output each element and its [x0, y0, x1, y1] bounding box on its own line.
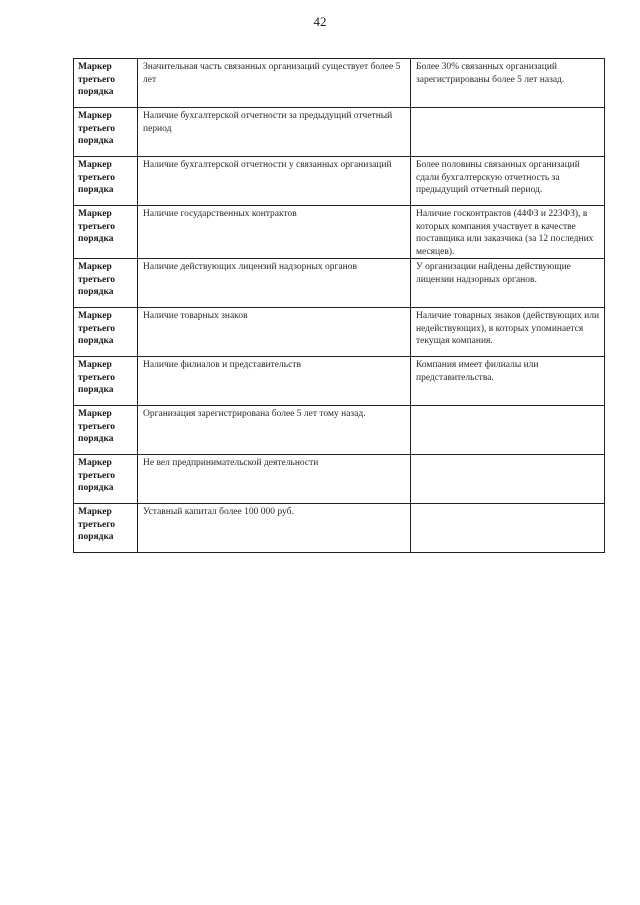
table-row	[74, 357, 605, 406]
table-row	[74, 455, 605, 504]
table-row	[74, 206, 605, 259]
description-cell: Более 30% связанных организаций зарегистрированы более 5 лет назад.	[411, 59, 605, 108]
marker-cell: Маркер третьего порядка	[74, 157, 138, 206]
criterion-cell: Наличие товарных знаков	[138, 308, 411, 357]
criterion-cell: Уставный капитал более 100 000 руб.	[138, 504, 411, 553]
description-cell: Наличие госконтрактов (44ФЗ и 223ФЗ), в которых компания участвует в качестве поставщика или заказчика (за 12 последних месяцев).	[411, 206, 605, 259]
description-cell: Наличие товарных знаков (действующих или недействующих), в которых упоминается текущая компания.	[411, 308, 605, 357]
marker-cell: Маркер третьего порядка	[74, 206, 138, 259]
table-row	[74, 308, 605, 357]
description-cell	[411, 455, 605, 504]
description-cell: У организации найдены действующие лицензии надзорных органов.	[411, 259, 605, 308]
description-cell: Компания имеет филиалы или представительства.	[411, 357, 605, 406]
criterion-cell: Наличие действующих лицензий надзорных органов	[138, 259, 411, 308]
description-cell: Более половины связанных организаций сдали бухгалтерскую отчетность за предыдущий отчетный период.	[411, 157, 605, 206]
marker-cell: Маркер третьего порядка	[74, 59, 138, 108]
table-row	[74, 406, 605, 455]
marker-cell: Маркер третьего порядка	[74, 308, 138, 357]
criterion-cell: Наличие бухгалтерской отчетности у связанных организаций	[138, 157, 411, 206]
marker-cell: Маркер третьего порядка	[74, 406, 138, 455]
marker-cell: Маркер третьего порядка	[74, 504, 138, 553]
marker-cell: Маркер третьего порядка	[74, 259, 138, 308]
description-cell	[411, 406, 605, 455]
table-row	[74, 259, 605, 308]
page-number: 42	[313, 14, 327, 29]
criterion-cell: Не вел предпринимательской деятельности	[138, 455, 411, 504]
marker-cell: Маркер третьего порядка	[74, 108, 138, 157]
criterion-cell: Организация зарегистрирована более 5 лет тому назад.	[138, 406, 411, 455]
table-row	[74, 59, 605, 108]
criterion-cell: Наличие государственных контрактов	[138, 206, 411, 259]
table-row	[74, 157, 605, 206]
marker-cell: Маркер третьего порядка	[74, 357, 138, 406]
markers-table	[73, 58, 605, 553]
marker-cell: Маркер третьего порядка	[74, 455, 138, 504]
table-row	[74, 108, 605, 157]
description-cell	[411, 108, 605, 157]
table-row	[74, 504, 605, 553]
criterion-cell: Значительная часть связанных организаций существует более 5 лет	[138, 59, 411, 108]
criterion-cell: Наличие филиалов и представительств	[138, 357, 411, 406]
criterion-cell: Наличие бухгалтерской отчетности за предыдущий отчетный период	[138, 108, 411, 157]
description-cell	[411, 504, 605, 553]
